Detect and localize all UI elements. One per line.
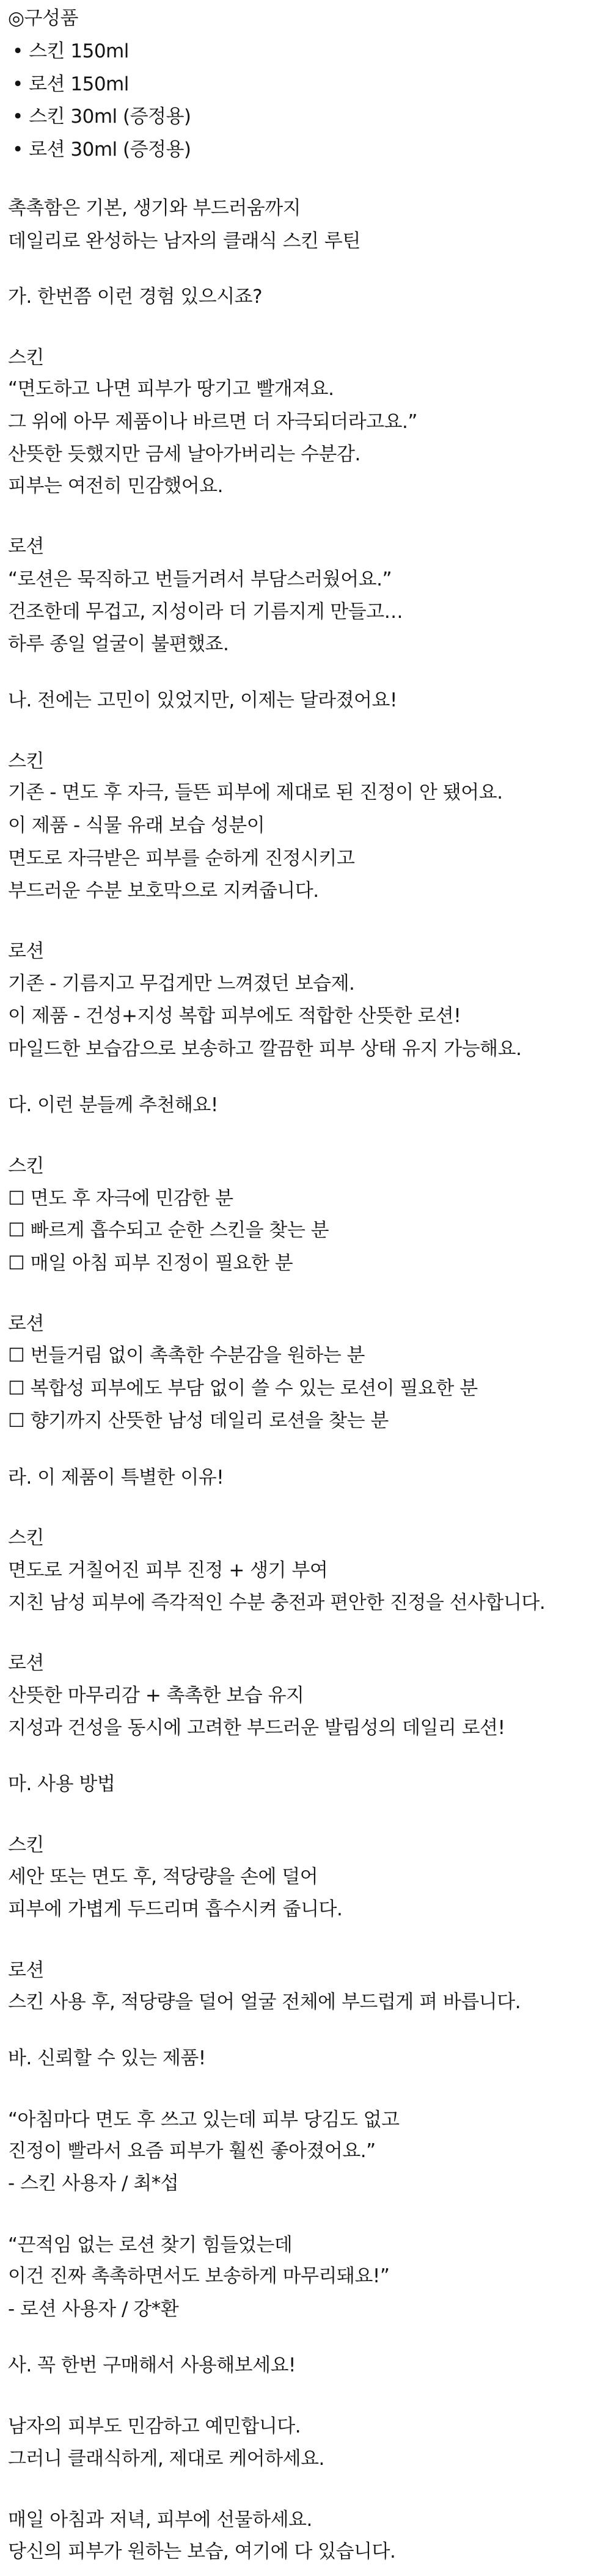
text-line: 스킨 <box>8 750 44 772</box>
text-line: • 로션 30ml (증정용) <box>12 139 191 161</box>
text-line: 스킨 <box>8 1527 44 1549</box>
text-line: 스킨 <box>8 1155 44 1177</box>
text-line: 바. 신뢰할 수 있는 제품! <box>8 2047 206 2069</box>
text-line: 로션 <box>8 940 44 962</box>
text-line: 로션 <box>8 1313 44 1335</box>
text-line: 로션 <box>8 1652 44 1674</box>
text-line: “끈적임 없는 로션 찾기 힘들었는데 <box>8 2234 293 2256</box>
text-line: ☐ 빠르게 흡수되고 순한 스킨을 찾는 분 <box>8 1219 329 1241</box>
text-line: ☐ 복합성 피부에도 부담 없이 쓸 수 있는 로션이 필요한 분 <box>8 1377 478 1399</box>
text-line: 마일드한 보습감으로 보송하고 깔끔한 피부 상태 유지 가능해요. <box>8 1038 522 1060</box>
text-line: 사. 꼭 한번 구매해서 사용해보세요! <box>8 2354 296 2376</box>
text-line: 진정이 빨라서 요즘 피부가 훨씬 좋아졌어요.” <box>8 2140 376 2162</box>
text-line: ◎구성품 <box>8 7 78 29</box>
text-line: “면도하고 나면 피부가 땅기고 빨개져요. <box>8 378 334 400</box>
text-line: 그러니 클래식하게, 제대로 케어하세요. <box>8 2448 324 2470</box>
text-line: ☐ 번들거림 없이 촉촉한 수분감을 원하는 분 <box>8 1344 365 1366</box>
text-line: 당신의 피부가 원하는 보습, 여기에 다 있습니다. <box>8 2541 396 2563</box>
text-line: • 로션 150ml <box>12 73 129 95</box>
text-line: 로션 <box>8 1959 44 1981</box>
text-line: 면도로 자극받은 피부를 순하게 진정시키고 <box>8 847 355 869</box>
text-line: 기존 - 면도 후 자극, 들뜬 피부에 제대로 된 진정이 안 됐어요. <box>8 782 503 804</box>
text-line: 그 위에 아무 제품이나 바르면 더 자극되더라고요.” <box>8 411 417 433</box>
text-line: 라. 이 제품이 특별한 이유! <box>8 1467 224 1489</box>
text-line: 피부는 여전히 민감했어요. <box>8 475 223 497</box>
text-line: 이 제품 - 건성+지성 복합 피부에도 적합한 산뜻한 로션! <box>8 1005 461 1027</box>
text-line: 데일리로 완성하는 남자의 클래식 스킨 루틴 <box>8 230 360 252</box>
text-line: 피부에 가볍게 두드리며 흡수시켜 줍니다. <box>8 1898 343 1920</box>
text-line: - 로션 사용자 / 강*환 <box>8 2298 179 2320</box>
text-line: 가. 한번쯤 이런 경험 있으시죠? <box>8 286 263 308</box>
text-line: 스킨 사용 후, 적당량을 덜어 얼굴 전체에 부드럽게 펴 바릅니다. <box>8 1991 521 2013</box>
text-line: - 스킨 사용자 / 최*섭 <box>8 2172 179 2194</box>
text-line: 산뜻한 마무리감 + 촉촉한 보습 유지 <box>8 1685 304 1707</box>
text-line: 지성과 건성을 동시에 고려한 부드러운 발림성의 데일리 로션! <box>8 1717 505 1739</box>
text-line: 스킨 <box>8 1834 44 1856</box>
text-line: 마. 사용 방법 <box>8 1773 115 1795</box>
text-line: 스킨 <box>8 347 44 369</box>
text-line: 산뜻한 듯했지만 금세 날아가버리는 수분감. <box>8 443 360 465</box>
text-line: 로션 <box>8 535 44 557</box>
text-line: • 스킨 30ml (증정용) <box>12 106 191 128</box>
text-line: 부드러운 수분 보호막으로 지켜줍니다. <box>8 880 319 902</box>
text-line: ☐ 매일 아침 피부 진정이 필요한 분 <box>8 1252 293 1274</box>
text-line: ☐ 면도 후 자극에 민감한 분 <box>8 1188 233 1210</box>
text-line: 이건 진짜 촉촉하면서도 보송하게 마무리돼요!” <box>8 2265 390 2287</box>
text-line: 세안 또는 면도 후, 적당량을 손에 덜어 <box>8 1866 318 1888</box>
text-line: 이 제품 - 식물 유래 보습 성분이 <box>8 815 265 836</box>
text-line: 면도로 거칠어진 피부 진정 + 생기 부여 <box>8 1559 328 1581</box>
text-line: “로션은 묵직하고 번들거려서 부담스러웠어요.” <box>8 568 392 590</box>
text-line: “아침마다 면도 후 쓰고 있는데 피부 당김도 없고 <box>8 2109 400 2131</box>
text-line: 하루 종일 얼굴이 불편했죠. <box>8 633 229 655</box>
text-line: 매일 아침과 저녁, 피부에 선물하세요. <box>8 2509 312 2531</box>
text-line: 기존 - 기름지고 무겁게만 느껴졌던 보습제. <box>8 973 355 995</box>
text-line: ☐ 향기까지 산뜻한 남성 데일리 로션을 찾는 분 <box>8 1410 389 1432</box>
text-line: 남자의 피부도 민감하고 예민합니다. <box>8 2415 301 2437</box>
text-line: 나. 전에는 고민이 있었지만, 이제는 달라졌어요! <box>8 689 397 711</box>
text-line: 촉촉함은 기본, 생기와 부드러움까지 <box>8 197 301 219</box>
text-line: 다. 이런 분들께 추천해요! <box>8 1094 218 1116</box>
text-line: 지친 남성 피부에 즉각적인 수분 충전과 편안한 진정을 선사합니다. <box>8 1592 546 1614</box>
text-line: • 스킨 150ml <box>12 40 129 62</box>
text-line: 건조한데 무겁고, 지성이라 더 기름지게 만들고… <box>8 601 403 623</box>
